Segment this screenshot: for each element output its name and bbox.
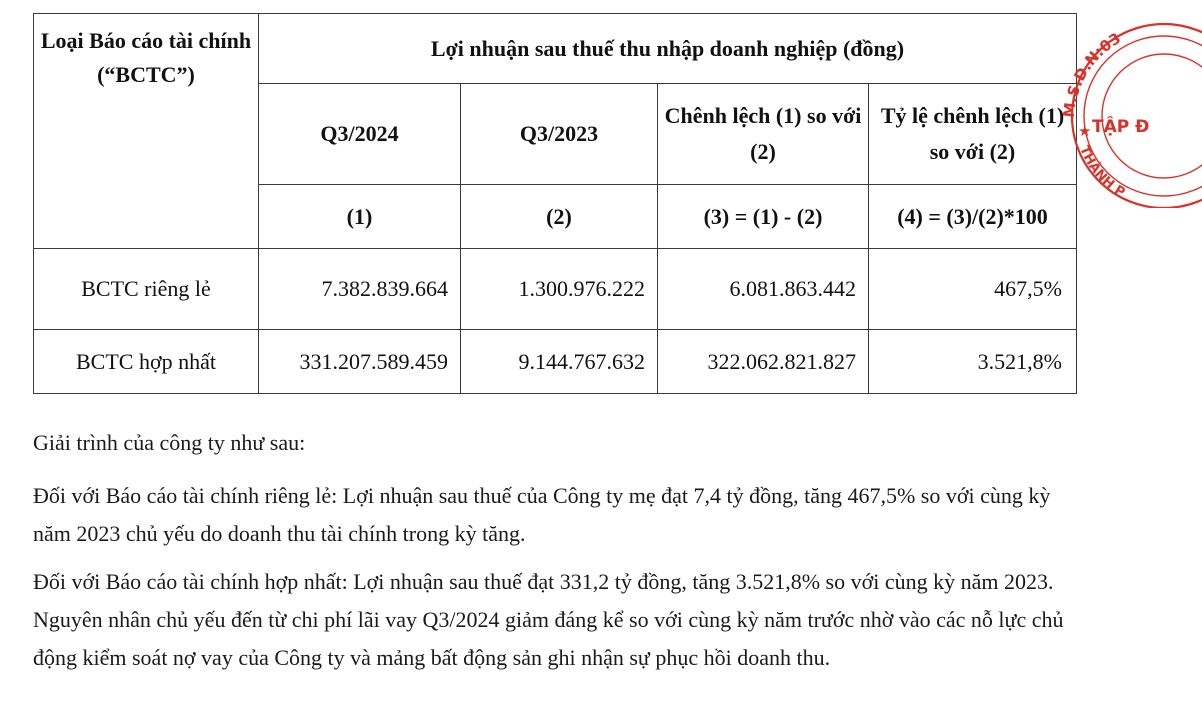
value-ratio: 467,5% (869, 249, 1077, 330)
value-q3-2023: 1.300.976.222 (461, 249, 658, 330)
code-col-4: (4) = (3)/(2)*100 (869, 185, 1077, 249)
value-ratio: 3.521,8% (869, 330, 1077, 394)
explanation-separate: Đối với Báo cáo tài chính riêng lẻ: Lợi nhuận sau thuế của Công ty mẹ đạt 7,4 tỷ đồng, tăng 467,5% so với cùng kỳ năm 2023 chủ yếu do doanh thu tài chính trong kỳ tăng. (33, 483, 1051, 546)
header-q3-2023: Q3/2023 (461, 84, 658, 185)
explanation-consolidated: Đối với Báo cáo tài chính hợp nhất: Lợi nhuận sau thuế đạt 331,2 tỷ đồng, tăng 3.521,8% so với cùng kỳ năm 2023. Nguyên nhân chủ yếu đến từ chi phí lãi vay Q3/2024 giảm đáng kể so với cùng kỳ năm trước nhờ vào các nỗ lực chủ động kiểm soát nợ vay của Công ty và mảng bất động sản ghi nhận sự phục hồi doanh thu. (33, 569, 1064, 670)
seal-star-icon: ★ (1078, 122, 1092, 140)
header-report-type: Loại Báo cáo tài chính (“BCTC”) (34, 14, 259, 249)
code-col-3: (3) = (1) - (2) (658, 185, 869, 249)
value-q3-2024: 331.207.589.459 (259, 330, 461, 394)
svg-text:THÀNH P (1076, 144, 1127, 201)
code-col-2: (2) (461, 185, 658, 249)
header-difference: Chênh lệch (1) so với (2) (658, 84, 869, 185)
value-q3-2023: 9.144.767.632 (461, 330, 658, 394)
table-row (34, 249, 1077, 330)
value-q3-2024: 7.382.839.664 (259, 249, 461, 330)
value-difference: 6.081.863.442 (658, 249, 869, 330)
value-difference: 322.062.821.827 (658, 330, 869, 394)
table-row (34, 330, 1077, 394)
explanation-intro: Giải trình của công ty như sau: (33, 430, 306, 455)
code-col-1: (1) (259, 185, 461, 249)
company-seal-stamp (1052, 8, 1202, 208)
seal-ring-bottom-text: THÀNH P (1076, 143, 1128, 201)
svg-text:M.S.D.N:03 (1060, 29, 1124, 118)
profit-table (33, 13, 1077, 394)
seal-ring-top-text: M.S.D.N:03 (1059, 29, 1124, 119)
header-difference-ratio: Tỷ lệ chênh lệch (1) so với (2) (869, 84, 1077, 185)
row-label: BCTC hợp nhất (34, 330, 259, 394)
seal-inner-text: TẬP Đ (1092, 117, 1150, 137)
header-profit-group: Lợi nhuận sau thuế thu nhập doanh nghiệp (đồng) (259, 14, 1077, 84)
row-label: BCTC riêng lẻ (34, 249, 259, 330)
header-q3-2024: Q3/2024 (259, 84, 461, 185)
